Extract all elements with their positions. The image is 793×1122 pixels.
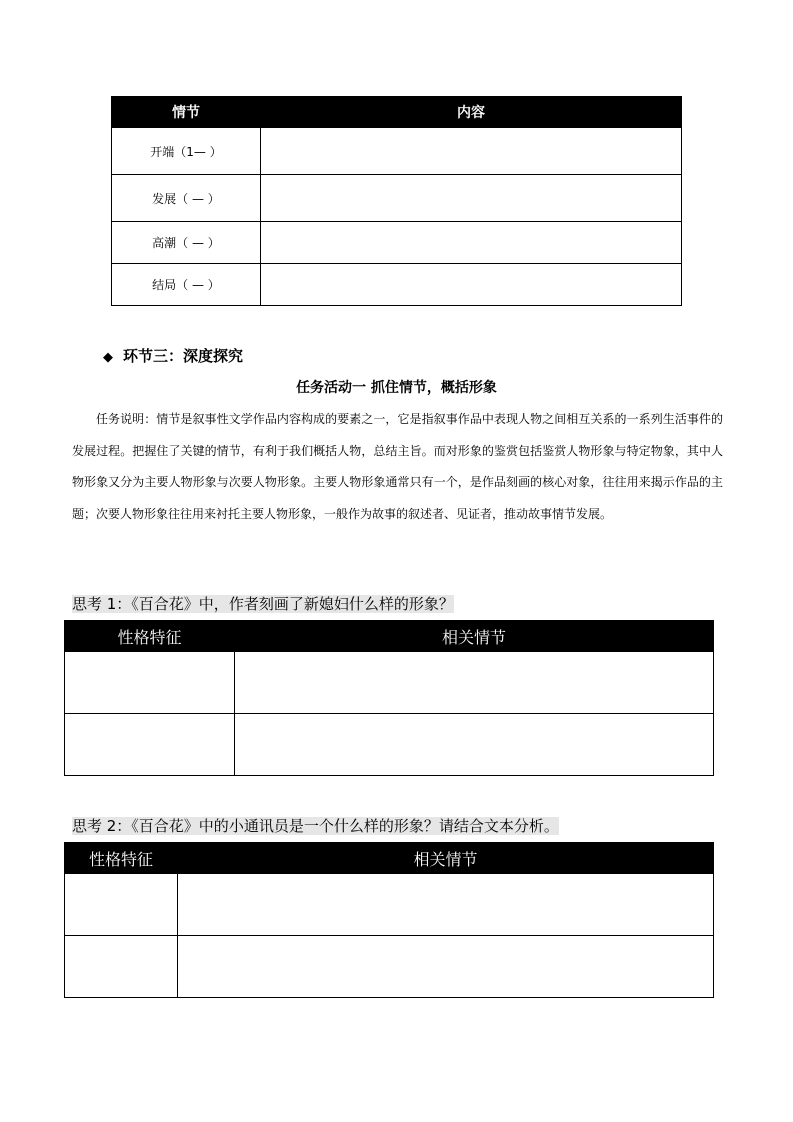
q2-trait-cell[interactable] <box>65 874 178 936</box>
question-1 <box>72 593 454 614</box>
plot-content-cell[interactable] <box>261 222 682 264</box>
q1-plot-cell[interactable] <box>235 652 714 714</box>
plot-content-cell[interactable] <box>261 128 682 175</box>
q1-table <box>64 620 714 776</box>
plot-content-cell[interactable] <box>261 264 682 306</box>
question-2 <box>72 815 559 836</box>
plot-stage-climax: 高潮（ — ） <box>112 222 261 264</box>
q2-header-plot: 相关情节 <box>178 843 714 874</box>
q1-trait-cell[interactable] <box>65 652 235 714</box>
table-row <box>65 874 714 936</box>
plot-table <box>111 96 682 306</box>
table-row <box>65 714 714 776</box>
q1-table-header <box>65 621 714 652</box>
plot-stage-beginning: 开端（1— ） <box>112 128 261 175</box>
q2-trait-cell[interactable] <box>65 936 178 998</box>
table-row <box>112 175 682 222</box>
q1-plot-cell[interactable] <box>235 714 714 776</box>
table-row <box>112 264 682 306</box>
plot-content-cell[interactable] <box>261 175 682 222</box>
q2-table <box>64 842 714 998</box>
table-row <box>65 936 714 998</box>
question-1-text: 思考 1：《百合花》中，作者刻画了新媳妇什么样的形象？ <box>72 595 454 613</box>
q2-plot-cell[interactable] <box>178 874 714 936</box>
question-2-text: 思考 2：《百合花》中的小通讯员是一个什么样的形象？请结合文本分析。 <box>72 817 559 835</box>
section-title: 环节三：深度探究 <box>123 347 244 365</box>
table-row <box>112 222 682 264</box>
plot-table-header <box>112 97 682 128</box>
q1-trait-cell[interactable] <box>65 714 235 776</box>
table-row <box>112 128 682 175</box>
plot-stage-ending: 结局（ — ） <box>112 264 261 306</box>
task-title: 任务活动一 抓住情节，概括形象 <box>296 380 497 396</box>
plot-stage-development: 发展（ — ） <box>112 175 261 222</box>
q2-header-trait: 性格特征 <box>65 843 178 874</box>
task-description: 任务说明：情节是叙事性文学作品内容构成的要素之一，它是指叙事作品中表现人物之间相互关系的一系列生活事件的发展过程。把握住了关键的情节，有利于我们概括人物，总结主旨。而对形象的鉴赏包括鉴赏人物形象与特定物象，其中人物形象又分为主要人物形象与次要人物形象。主要人物形象通常只有一个，是作品刻画的核心对象，往往用来揭示作品的主题；次要人物形象往往用来衬托主要人物形象，一般作为故事的叙述者、见证者，推动故事情节发展。 <box>72 412 723 521</box>
q2-table-header <box>65 843 714 874</box>
table-row <box>65 652 714 714</box>
q1-header-trait: 性格特征 <box>65 621 235 652</box>
section-heading <box>103 345 243 366</box>
q2-plot-cell[interactable] <box>178 936 714 998</box>
diamond-bullet-icon: ◆ <box>103 350 113 365</box>
q1-header-plot: 相关情节 <box>235 621 714 652</box>
plot-header-content: 内容 <box>261 97 682 128</box>
plot-header-stage: 情节 <box>112 97 261 128</box>
